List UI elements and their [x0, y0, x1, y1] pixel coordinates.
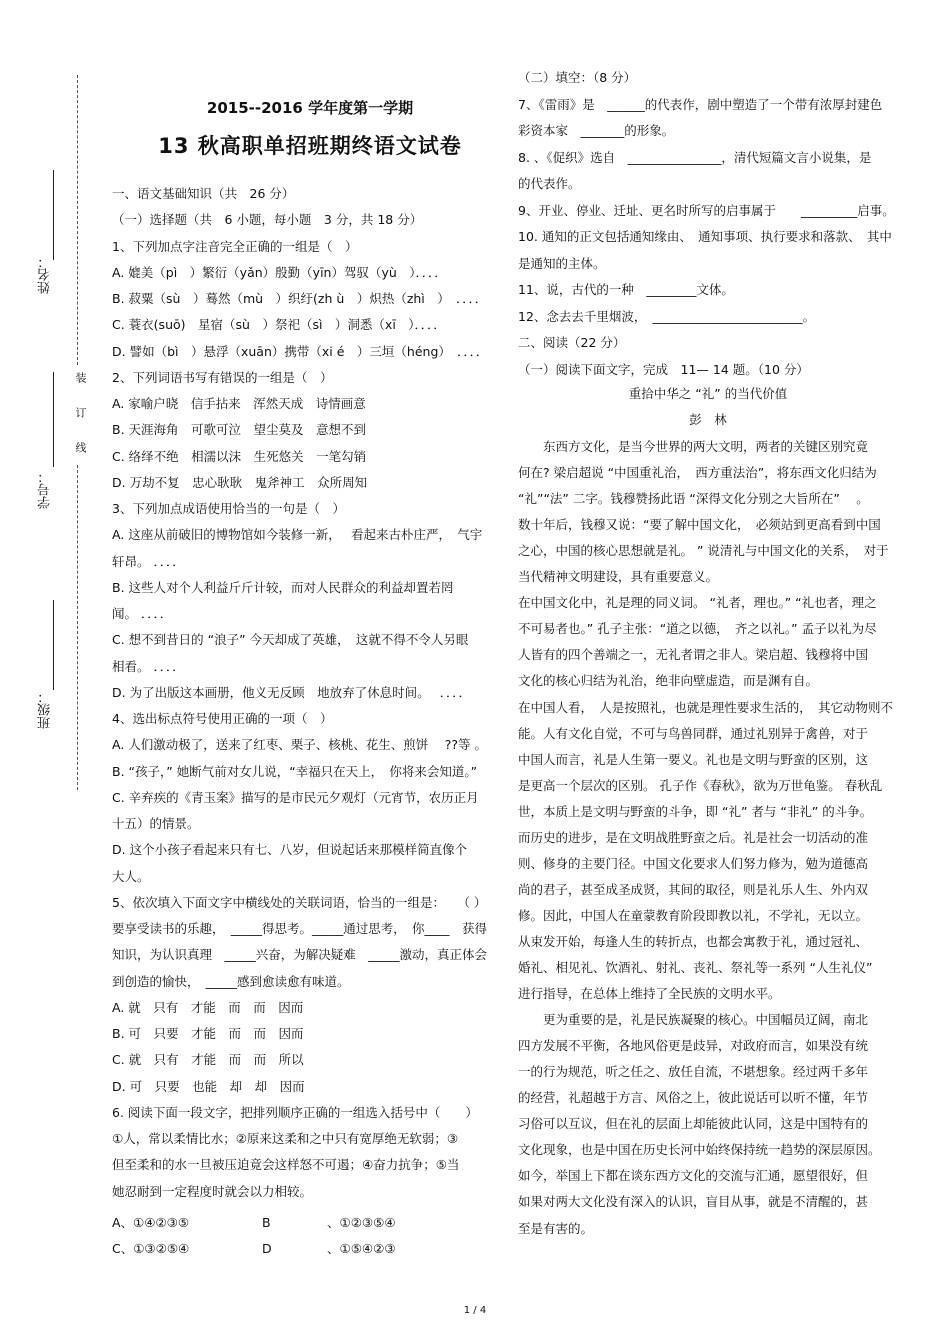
article-line: 在中国文化中，礼是理的同义词。 “礼者，理也。” “礼也者，理之 — [518, 595, 877, 611]
text-line: 2、下列词语书写有错误的一组是（ ） — [112, 369, 333, 385]
text-line: A. 就 只有 才能 而 而 因而 — [112, 999, 304, 1015]
text-line: 闻。 ．．．． — [112, 606, 173, 621]
article-line: 中国人而言，礼是人生第一要义。礼也是文明与野蛮的区别，这 — [518, 751, 869, 767]
text-line: 10. 通知的正文包括通知缘由、 通知事项、执行要求和落款、 其中 — [518, 229, 892, 244]
text-line: 相看。 ．．．． — [112, 658, 185, 674]
id-label: 学号： — [38, 470, 53, 509]
article-line: 进行指导，在总体上维持了全民族的文明水平。 — [518, 986, 781, 1002]
binding-line-bottom — [77, 465, 78, 790]
text-line: 4、选出标点符号使用正确的一项（ ） — [112, 711, 333, 726]
text-line: 7、《雷雨》是 ______的代表作，剧中塑造了一个带有浓厚封建色 — [518, 96, 883, 112]
article-line: 能。人有文化自觉，不可与鸟兽同群，通过礼别异于禽兽，对于 — [518, 725, 869, 741]
article-line: 如果对两大文化没有深入的认识，盲目从事，就是不清醒的，甚 — [518, 1194, 869, 1210]
q6-option-c: C、①③②⑤④ — [112, 1241, 190, 1256]
article-line: 东西方文化，是当今世界的两大文明，两者的关键区别究竟 — [518, 439, 869, 454]
article-line: 之心，中国的核心思想就是礼。 ” 说清礼与中国文化的关系， 对于 — [518, 543, 889, 559]
binding-line-top — [77, 75, 78, 365]
text-line: C. 就 只有 才能 而 而 所以 — [112, 1052, 304, 1068]
text-line: A. 家喻户晓 信手拈来 浑然天成 诗情画意 — [112, 396, 366, 411]
text-line: 是通知的主体。 — [518, 255, 606, 271]
text-line: B. 菽粟（sù ）蓦然（mù ）织纡(zh ù ）炽热（zhì ） ．．．． — [112, 291, 488, 306]
article-line: 则、修身的主要门径。中国文化要求人们努力修为，勉为道德高 — [518, 855, 869, 871]
text-line: C. 蓑衣(suō) 星宿（sù ）祭祀（sì ）洞悉（xī ）．．．． — [112, 317, 446, 333]
binding-char-2: 订 — [74, 407, 87, 418]
article-line: 文化现象，也是中国在历史长河中始终保持统一趋势的深层原因。 — [518, 1142, 881, 1158]
text-line: A. 这座从前破旧的博物馆如今装修一新， 看起来古朴庄严， 气宇 — [112, 527, 483, 543]
article-line: 修。因此，中国人在童蒙教育阶段即教以礼，不学礼，无以立。 — [518, 907, 869, 923]
exam-year: 2015--2016 学年度第一学期 — [206, 99, 414, 117]
text-line: 但至柔和的水一旦被压迫竟会这样怒不可遏；④奋力抗争；⑤当 — [112, 1157, 460, 1173]
class-label: 班级： — [38, 690, 53, 729]
text-line: A. 人们激动极了，送来了红枣、栗子、核桃、花生、煎饼 ??等 。 — [112, 737, 487, 753]
article-line: 一的行为规范，听之任之、放任自流，不堪想象。经过两千多年 — [518, 1064, 869, 1080]
article-line: 人皆有的四个善端之一，无礼者谓之非人。梁启超、钱穆将中国 — [518, 647, 869, 663]
name-label: 姓名： — [38, 255, 53, 294]
article-line: 尚的君子，甚至成圣成贤，其间的取径，则是礼乐人生、外内双 — [518, 881, 869, 897]
text-line: 5、依次填入下面文字中横线处的关联词语，恰当的一组是： （ ） — [112, 894, 487, 910]
article-line: 而历史的进步，是在文明战胜野蛮之后。礼是社会一切活动的准 — [518, 829, 869, 845]
text-line: 到创造的愉快， _____感到愈读愈有味道。 — [112, 973, 350, 989]
text-line: C. 辛弃疾的《青玉案》描写的是市民元夕观灯（元宵节，农历正月 — [112, 789, 479, 805]
text-line: D. 为了出版这本画册，他义无反顾 地放弃了休息时间。 ．．．． — [112, 684, 472, 700]
text-line: B. 这些人对个人利益斤斤计较，而对人民群众的利益却置若罔 — [112, 579, 454, 595]
text-line: （一）选择题（共 6 小题，每小题 3 分，共 18 分） — [112, 212, 423, 228]
text-line: B. 可 只要 才能 而 而 因而 — [112, 1026, 304, 1041]
q6-option-a: A、①④②③⑤ — [112, 1215, 190, 1230]
text-line: C. 想不到昔日的 “浪子” 今天却成了英雄， 这就不得不令人另眼 — [112, 632, 469, 648]
binding-char-3: 线 — [74, 442, 87, 453]
text-line: 轩昂。 ．．．． — [112, 553, 185, 569]
page-number: 1 / 4 — [463, 1305, 487, 1316]
text-line: B. 天涯海角 可歌可泣 望尘莫及 意想不到 — [112, 422, 367, 438]
text-line: D. 万劫不复 忠心耿耿 鬼斧神工 众所周知 — [112, 474, 368, 490]
text-line: B. “孩子，” 她断气前对女儿说，“幸福只在天上， 你将来会知道。” — [112, 763, 478, 779]
class-underline — [53, 600, 54, 690]
article-title: 重拾中华之 “礼” 的当代价值 — [628, 386, 788, 401]
article-line: 不可易者也。” 孔子主张：“道之以德， 齐之以礼。” 孟子以礼为尽 — [518, 621, 877, 637]
article-line: 文化的核心归结为礼治，绝非向壁虚造，而是渊有自。 — [518, 673, 819, 689]
article-line: 从束发开始，每逢人生的转折点，也都会寓教于礼，通过冠礼、 — [518, 933, 869, 949]
text-line: （一）阅读下面文字，完成 11— 14 题。（10 分） — [518, 361, 809, 377]
text-line: （二）填空：（8 分） — [518, 70, 637, 85]
text-line: 一、语文基础知识（共 26 分） — [112, 186, 295, 201]
article-line: “礼”“法” 二字。钱穆赞扬此语 “深得文化分别之大旨所在” 。 — [518, 491, 869, 507]
article-line: 是更高一个层次的区别。 孔子作《春秋》，欲为万世龟鉴。 春秋乱 — [518, 777, 883, 793]
text-line: 她忍耐到一定程度时就会以力相较。 — [112, 1183, 313, 1199]
text-line: ①人，常以柔情比水；②原来这柔和之中只有宽厚绝无软弱；③ — [112, 1131, 459, 1146]
text-line: 十五）的情景。 — [112, 816, 200, 831]
text-line: 3、下列加点成语使用恰当的一句是（ ） — [112, 501, 345, 516]
article-line: 何在? 梁启超说 “中国重礼治， 西方重法治”，将东西文化归结为 — [518, 465, 877, 481]
article-line: 习俗可以互议，但在礼的层面上却能彼此认同，这是中国特有的 — [518, 1116, 869, 1132]
text-line: C. 络绎不绝 相濡以沫 生死悠关 一笔勾销 — [112, 448, 367, 464]
text-line: A. 媲美（pì ）繁衍（yǎn）殷勤（yīn）驾驭（yù ）．．．． — [112, 264, 447, 280]
article-line: 数十年后，钱穆又说：“要了解中国文化， 必须站到更高看到中国 — [518, 517, 881, 533]
article-line: 的经营，礼超越于方言、风俗之上，彼此说话可以听不懂，年节 — [518, 1090, 869, 1106]
text-line: 彩资本家 _______的形象。 — [518, 123, 675, 138]
text-line: D. 这个小孩子看起来只有七、八岁，但说起话来那模样简直像个 — [112, 842, 468, 858]
text-line: 12、念去去千里烟波， ________________________。 — [518, 308, 816, 324]
article-line: 世，本质上是文明与野蛮的斗争，即 “礼” 者与 “非礼” 的斗争。 — [518, 803, 873, 819]
text-line: 8. 、《促织》选自 _______________，清代短篇文言小说集，是 — [518, 149, 872, 165]
exam-title: 13 秋高职单招班期终语文试卷 — [158, 134, 462, 158]
article-line: 婚礼、相见礼、饮酒礼、射礼、丧礼、祭礼等一系列 “人生礼仪” — [518, 960, 873, 975]
q6-option-b-letter: B — [262, 1215, 271, 1230]
text-line: D. 譬如（bì ）悬浮（xuān）携带（xi é ）三垣（héng） ．．．． — [112, 343, 489, 359]
article-line: 至是有害的。 — [518, 1220, 594, 1236]
text-line: D. 可 只要 也能 却 却 因而 — [112, 1078, 305, 1094]
text-line: 二、阅读（22 分） — [518, 335, 626, 350]
text-line: 的代表作。 — [518, 176, 581, 191]
article-line: 四方发展不平衡，各地风俗更是歧异，对政府而言，如果没有统 — [518, 1038, 869, 1054]
article-line: 如今，举国上下都在谈东西方文化的交流与汇通，愿望很好，但 — [518, 1168, 869, 1184]
name-underline — [53, 170, 54, 260]
article-line: 更为重要的是，礼是民族凝聚的核心。中国幅员辽阔，南北 — [518, 1012, 869, 1028]
q6-option-d-letter: D — [262, 1241, 272, 1256]
article-line: 当代精神文明建设，具有重要意义。 — [518, 569, 719, 585]
text-line: 6. 阅读下面一段文字，把排列顺序正确的一组选入括号中（ ） — [112, 1104, 478, 1120]
text-line: 大人。 — [112, 868, 150, 884]
q6-option-b: 、①②③⑤④ — [327, 1215, 396, 1230]
text-line: 9、开业、停业、迁址、更名时所写的启事属于 _________启事。 — [518, 202, 895, 218]
text-line: 11、说，古代的一种 ________文体。 — [518, 282, 734, 297]
article-line: 在中国人看， 人是按照礼，也就是理性要求生活的， 其它动物则不 — [518, 699, 894, 715]
text-line: 知识，为认识真理 _____兴奋，为解决疑难 _____激动，真正体会 — [112, 947, 488, 963]
text-line: 要享受读书的乐趣， _____得思考。_____通过思考， 你____ 获得 — [112, 921, 488, 936]
binding-char-1: 装 — [74, 372, 87, 383]
article-author: 彭 林 — [689, 412, 727, 427]
q6-option-d: 、①⑤④②③ — [327, 1241, 396, 1256]
id-underline — [53, 372, 54, 467]
text-line: 1、下列加点字注音完全正确的一组是（ ） — [112, 238, 358, 254]
